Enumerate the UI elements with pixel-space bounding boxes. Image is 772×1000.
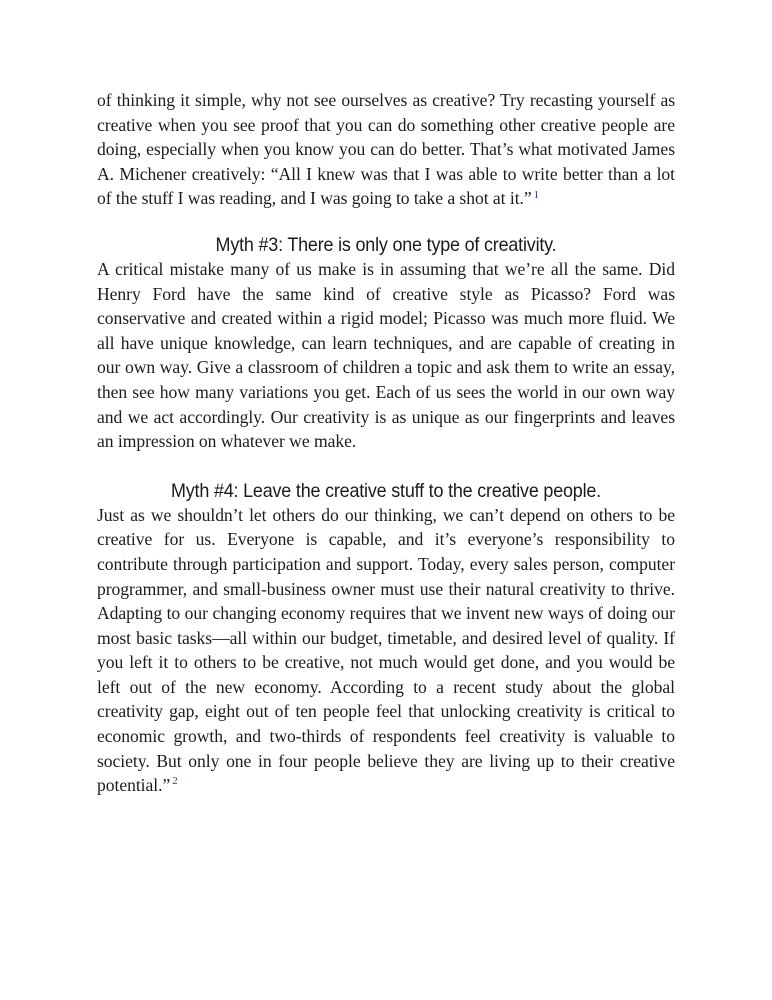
footnote-ref-1[interactable]: 1 <box>533 188 540 201</box>
myth4-heading: Myth #4: Leave the creative stuff to the creative people. <box>171 479 601 502</box>
intro-text: of thinking it simple, why not see ourselves as creative? Try recasting yourself as creative when you see proof that you can do something other creative people are doing, especially when you know you can do better. That’s what motivated James A. Michener creatively: “All I knew was that I was able to write better than a lot of the stuff I was reading, and I was going to take a shot at it.” <box>97 90 675 209</box>
intro-paragraph <box>97 88 675 211</box>
footnote-ref-2[interactable]: 2 <box>172 775 178 788</box>
myth3-heading: Myth #3: There is only one type of creativity. <box>215 233 557 256</box>
myth4-paragraph <box>97 503 675 798</box>
myth4-text: Just as we shouldn’t let others do our thinking, we can’t depend on others to be creative for us. Everyone is capable, and it’s everyone’s responsibility to contribute through participation and support. Today, every sales person, computer programmer, and small-business owner must use their natural creativity to thrive. Adapting to our changing economy requires that we invent new ways of doing our most basic tasks—all within our budget, timetable, and desired level of quality. If you left it to others to be creative, not much would get done, and you would be left out of the new economy. According to a recent study about the global creativity gap, eight out of ten people feel that unlocking creativity is critical to economic growth, and two-thirds of respondents feel creativity is valuable to society. But only one in four people believe they are living up to their creative potential.” <box>97 504 675 796</box>
document-page <box>97 88 675 798</box>
myth3-paragraph: A critical mistake many of us make is in assuming that we’re all the same. Did Henry Ford have the same kind of creative style as Picasso? Ford was conservative and created within a rigid model; Picasso was much more fluid. We all have unique knowledge, can learn techniques, and are capable of creating in our own way. Give a classroom of children a topic and ask them to write an essay, then see how many variations you get. Each of us sees the world in our own way and we act accordingly. Our creativity is as unique as our fingerprints and leaves an impression on whatever we make. <box>97 258 675 452</box>
